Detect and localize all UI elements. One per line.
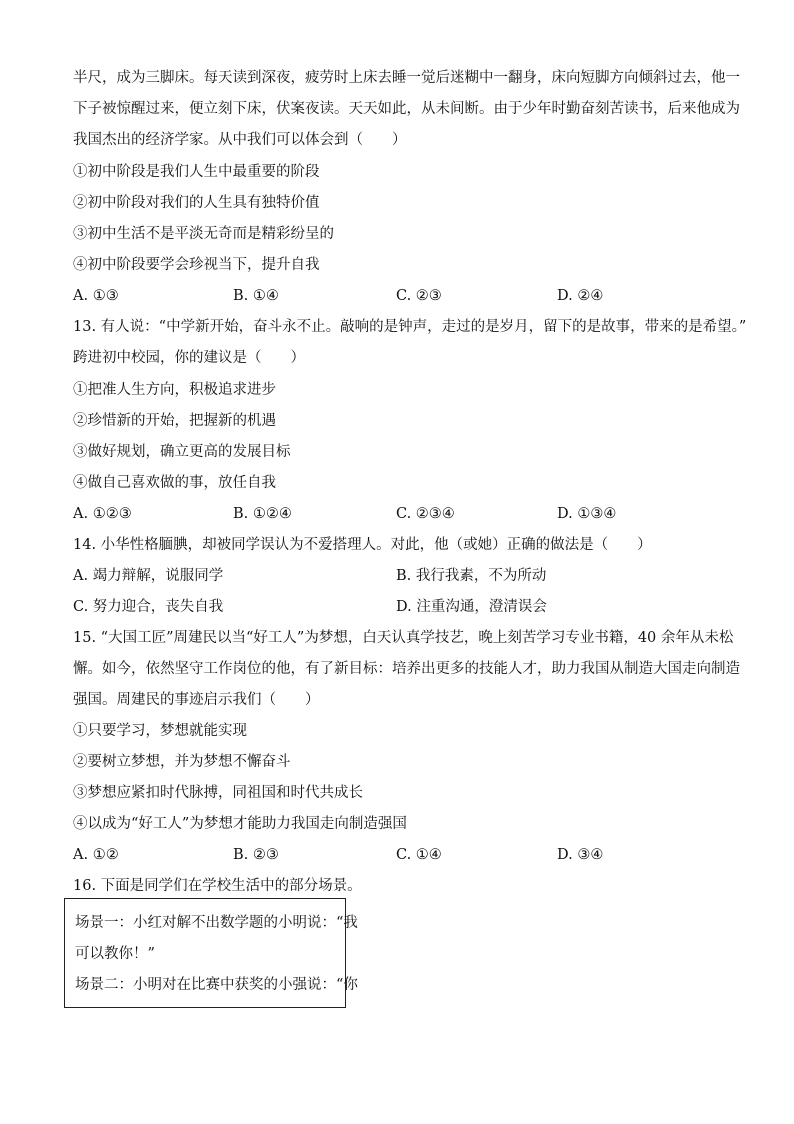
q12-item-1: ①初中阶段是我们人生中最重要的阶段 xyxy=(73,164,320,180)
q13-option-d: D. ①③④ xyxy=(557,506,617,522)
q15-option-a: A. ①② xyxy=(73,847,119,863)
q12-stem-line-3: 我国杰出的经济学家。从中我们可以体会到（ ） xyxy=(73,132,407,148)
q15-stem-line-3: 强国。周建民的事迹启示我们（ ） xyxy=(73,692,320,708)
q13-item-1: ①把准人生方向，积极追求进步 xyxy=(73,382,276,398)
q13-stem-line-2: 跨进初中校园，你的建议是（ ） xyxy=(73,350,305,366)
q12-item-3: ③初中生活不是平淡无奇而是精彩纷呈的 xyxy=(73,226,334,242)
q14-option-b: B. 我行我素，不为所动 xyxy=(396,568,547,584)
q12-option-c: C. ②③ xyxy=(396,288,442,304)
q13-option-c: C. ②③④ xyxy=(396,506,455,522)
q15-item-4: ④以成为“好工人”为梦想才能助力我国走向制造强国 xyxy=(73,816,407,832)
q13-stem-line-1: 13. 有人说：“中学新开始，奋斗永不止。敲响的是钟声，走过的是岁月，留下的是故事，带来的是希望。” xyxy=(73,319,747,335)
q15-option-d: D. ③④ xyxy=(557,847,604,863)
q12-item-4: ④初中阶段要学会珍视当下，提升自我 xyxy=(73,257,320,273)
q14-stem: 14. 小华性格腼腆，却被同学误认为不爱搭理人。对此，他（或她）正确的做法是（ ） xyxy=(73,537,652,553)
q15-option-b: B. ②③ xyxy=(233,847,279,863)
q16-scene-line-1: 场景一：小红对解不出数学题的小明说：“我 xyxy=(75,915,358,931)
q14-option-d: D. 注重沟通，澄清误会 xyxy=(396,599,547,615)
q12-option-d: D. ②④ xyxy=(557,288,604,304)
q13-option-b: B. ①②④ xyxy=(233,506,292,522)
q15-item-3: ③梦想应紧扣时代脉搏，同祖国和时代共成长 xyxy=(73,785,363,801)
q12-stem-line-2: 下子被惊醒过来，便立刻下床，伏案夜读。天天如此，从未间断。由于少年时勤奋刻苦读书，后来他成为 xyxy=(73,101,740,117)
q15-item-2: ②要树立梦想，并为梦想不懈奋斗 xyxy=(73,754,291,770)
q15-stem-line-2: 懈。如今，依然坚守工作岗位的他，有了新目标：培养出更多的技能人才，助力我国从制造大国走向制造 xyxy=(73,661,740,677)
q13-item-4: ④做自己喜欢做的事，放任自我 xyxy=(73,475,276,491)
q13-option-a: A. ①②③ xyxy=(73,506,132,522)
q12-option-b: B. ①④ xyxy=(233,288,279,304)
q14-option-c: C. 努力迎合，丧失自我 xyxy=(73,599,224,615)
q15-stem-line-1: 15. “大国工匠”周建民以当“好工人”为梦想，白天认真学技艺，晚上刻苦学习专业书籍，40 余年从未松 xyxy=(73,630,734,646)
q12-item-2: ②初中阶段对我们的人生具有独特价值 xyxy=(73,195,320,211)
q16-scene-box xyxy=(64,898,358,1008)
q16-scene-line-2: 可以教你！” xyxy=(75,946,155,962)
q15-option-c: C. ①④ xyxy=(396,847,442,863)
q12-stem-line-1: 半尺，成为三脚床。每天读到深夜，疲劳时上床去睡一觉后迷糊中一翻身，床向短脚方向倾斜过去，他一 xyxy=(73,70,740,86)
q13-item-3: ③做好规划，确立更高的发展目标 xyxy=(73,444,291,460)
q14-option-a: A. 竭力辩解，说服同学 xyxy=(73,568,224,584)
q16-stem: 16. 下面是同学们在学校生活中的部分场景。 xyxy=(73,878,362,894)
q16-scene-line-3: 场景二：小明对在比赛中获奖的小强说：“你 xyxy=(75,977,358,993)
q13-item-2: ②珍惜新的开始，把握新的机遇 xyxy=(73,413,276,429)
q15-item-1: ①只要学习，梦想就能实现 xyxy=(73,723,247,739)
q12-option-a: A. ①③ xyxy=(73,288,119,304)
